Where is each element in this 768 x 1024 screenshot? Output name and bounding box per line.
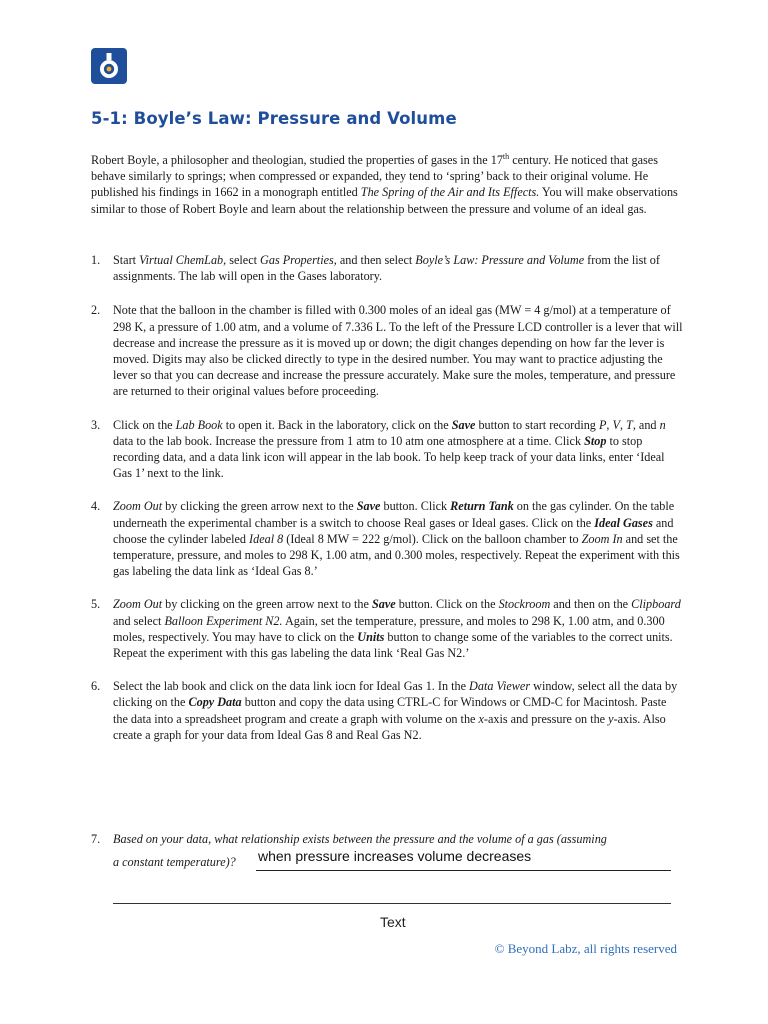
- question-7-tail: a constant temperature)?: [113, 855, 236, 869]
- list-item: 1. Start Virtual ChemLab, select Gas Properties, and then select Boyle’s Law: Pressure and Volume from the list of assignments. The lab will open in the Gases laboratory.: [91, 253, 660, 284]
- answer-field[interactable]: [256, 846, 671, 871]
- page-title: 5-1: Boyle’s Law: Pressure and Volume: [91, 109, 457, 128]
- answer-text: when pressure increases volume decreases: [258, 848, 532, 864]
- list-item: 5. Zoom Out by clicking on the green arrow next to the Save button. Click on the Stockroom and then on the Clipboard and select Balloon Experiment N2. Again, set the temperature, pressure, and moles to 298 K, 1.00 atm, and 0.300 moles, respectively. You may have to click on the Units button to change some of the variables to the correct units. Repeat the experiment with this gas labeling the data link ‘Real Gas N2.’: [91, 597, 681, 661]
- list-item: 2. Note that the balloon in the chamber is filled with 0.300 moles of an ideal gas (MW = 4 g/mol) at a temperature of 298 K, a pressure of 1.00 atm, and a volume of 7.336 L. To the left of the Pressure LCD controller is a lever that will decrease and increase the pressure as it is moved up or down; the digit changes depending on how far the lever is moved. Digits may also be clicked directly to type in the desired number. You may want to practice adjusting the lever so that you can decrease and increase the pressure accurately. Make sure the moles, temperature, and pressure are returned to their original values before proceeding.: [91, 303, 683, 399]
- beyond-labz-logo-icon: [91, 48, 127, 84]
- intro-paragraph: Robert Boyle, a philosopher and theologian, studied the properties of gases in the 17th century. He noticed that gases behave similarly to springs; when compressed or expanded, they tend to ‘spring’ back to their original volume. He published his findings in 1662 in a monograph entitled The Spring of the Air and Its Effects. You will make observations similar to those of Robert Boyle and learn about the relationship between the pressure and volume of an ideal gas.: [91, 152, 678, 216]
- footer-text: Text: [380, 914, 406, 930]
- instruction-list: [91, 252, 683, 743]
- list-item: 6. Select the lab book and click on the data link iocn for Ideal Gas 1. In the Data Viewer window, select all the data by clicking on the Copy Data button and copy the data using CTRL-C for Windows or CMD-C for Macintosh. Paste the data into a spreadsheet program and create a graph with volume on the x-axis and pressure on the y-axis. Also create a graph for your data from Ideal Gas 8 and Real Gas N2.: [91, 679, 678, 742]
- question-7: 7. Based on your data, what relationship exists between the pressure and the volume of a gas (assuming: [91, 832, 607, 846]
- answer-line-2: [113, 903, 671, 904]
- list-item: 3. Click on the Lab Book to open it. Back in the laboratory, click on the Save button to start recording P, V, T, and n data to the lab book. Increase the pressure from 1 atm to 10 atm one atmosphere at a time. Click Stop to stop recording data, and a data link icon will appear in the lab book. To help keep track of your data links, enter ‘Ideal Gas 1’ next to the link.: [91, 417, 666, 481]
- list-item: 4. Zoom Out by clicking the green arrow next to the Save button. Click Return Tank on the gas cylinder. On the table underneath the experimental chamber is a switch to choose Real gases or Ideal gases. Click on the Ideal Gases and choose the cylinder labeled Ideal 8 (Ideal 8 MW = 222 g/mol). Click on the balloon chamber to Zoom In and set the temperature, pressure, and moles to 298 K, 1.00 atm, and 0.300 moles, respectively. Repeat the experiment with this gas labeling the data link as ‘Ideal Gas 8.’: [91, 499, 680, 579]
- copyright-notice: © Beyond Labz, all rights reserved: [494, 941, 677, 956]
